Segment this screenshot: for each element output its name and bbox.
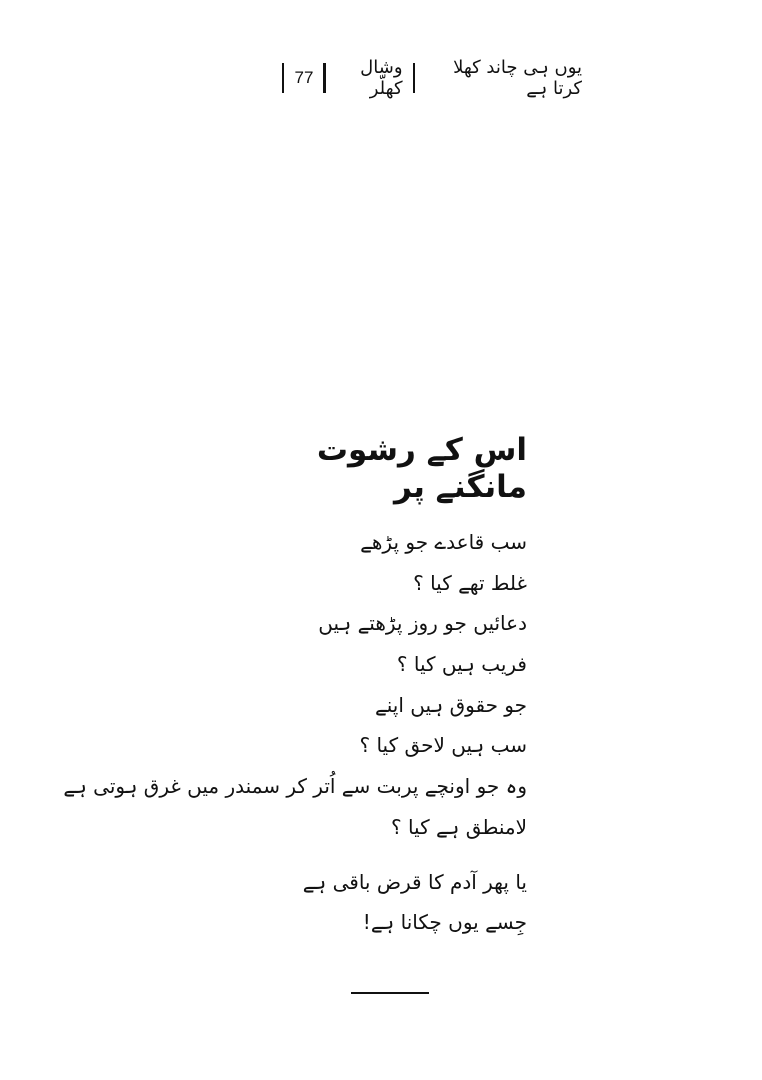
- poem-line: جو حقوق ہیں اپنے: [375, 692, 527, 717]
- stanza-break: [7, 848, 527, 862]
- book-title: یوں ہی چاند کھلا کرتا ہے: [453, 57, 582, 99]
- author-name: وشال کھلّر: [360, 57, 403, 99]
- poem-line: فریب ہیں کیا ؟: [396, 652, 527, 677]
- poem-line: سب ہیں لاحق کیا ؟: [359, 733, 527, 758]
- poem-body: [7, 522, 527, 943]
- poem-line: جِسے یوں چکانا ہے!: [362, 910, 527, 935]
- poem-line: غلط تھے کیا ؟: [413, 570, 527, 595]
- page-number: 77: [294, 68, 314, 87]
- end-of-poem-rule: [351, 992, 429, 994]
- header-divider: [323, 63, 325, 93]
- header-divider: [413, 63, 415, 93]
- poem-line: یا پھر آدم کا قرض باقی ہے: [302, 869, 527, 894]
- poem-title: اس کے رشوت مانگنے پر: [316, 432, 527, 506]
- poem-line: لامنطق ہے کیا ؟: [390, 814, 527, 839]
- header-divider: [282, 63, 284, 93]
- running-header: [282, 58, 582, 98]
- poem-line: وہ جو اونچے پربت سے اُتر کر سمندر میں غرق ہوتی ہے: [63, 774, 527, 799]
- poem-line: دعائیں جو روز پڑھتے ہیں: [318, 611, 527, 636]
- poem-line: سب قاعدے جو پڑھے: [360, 530, 527, 554]
